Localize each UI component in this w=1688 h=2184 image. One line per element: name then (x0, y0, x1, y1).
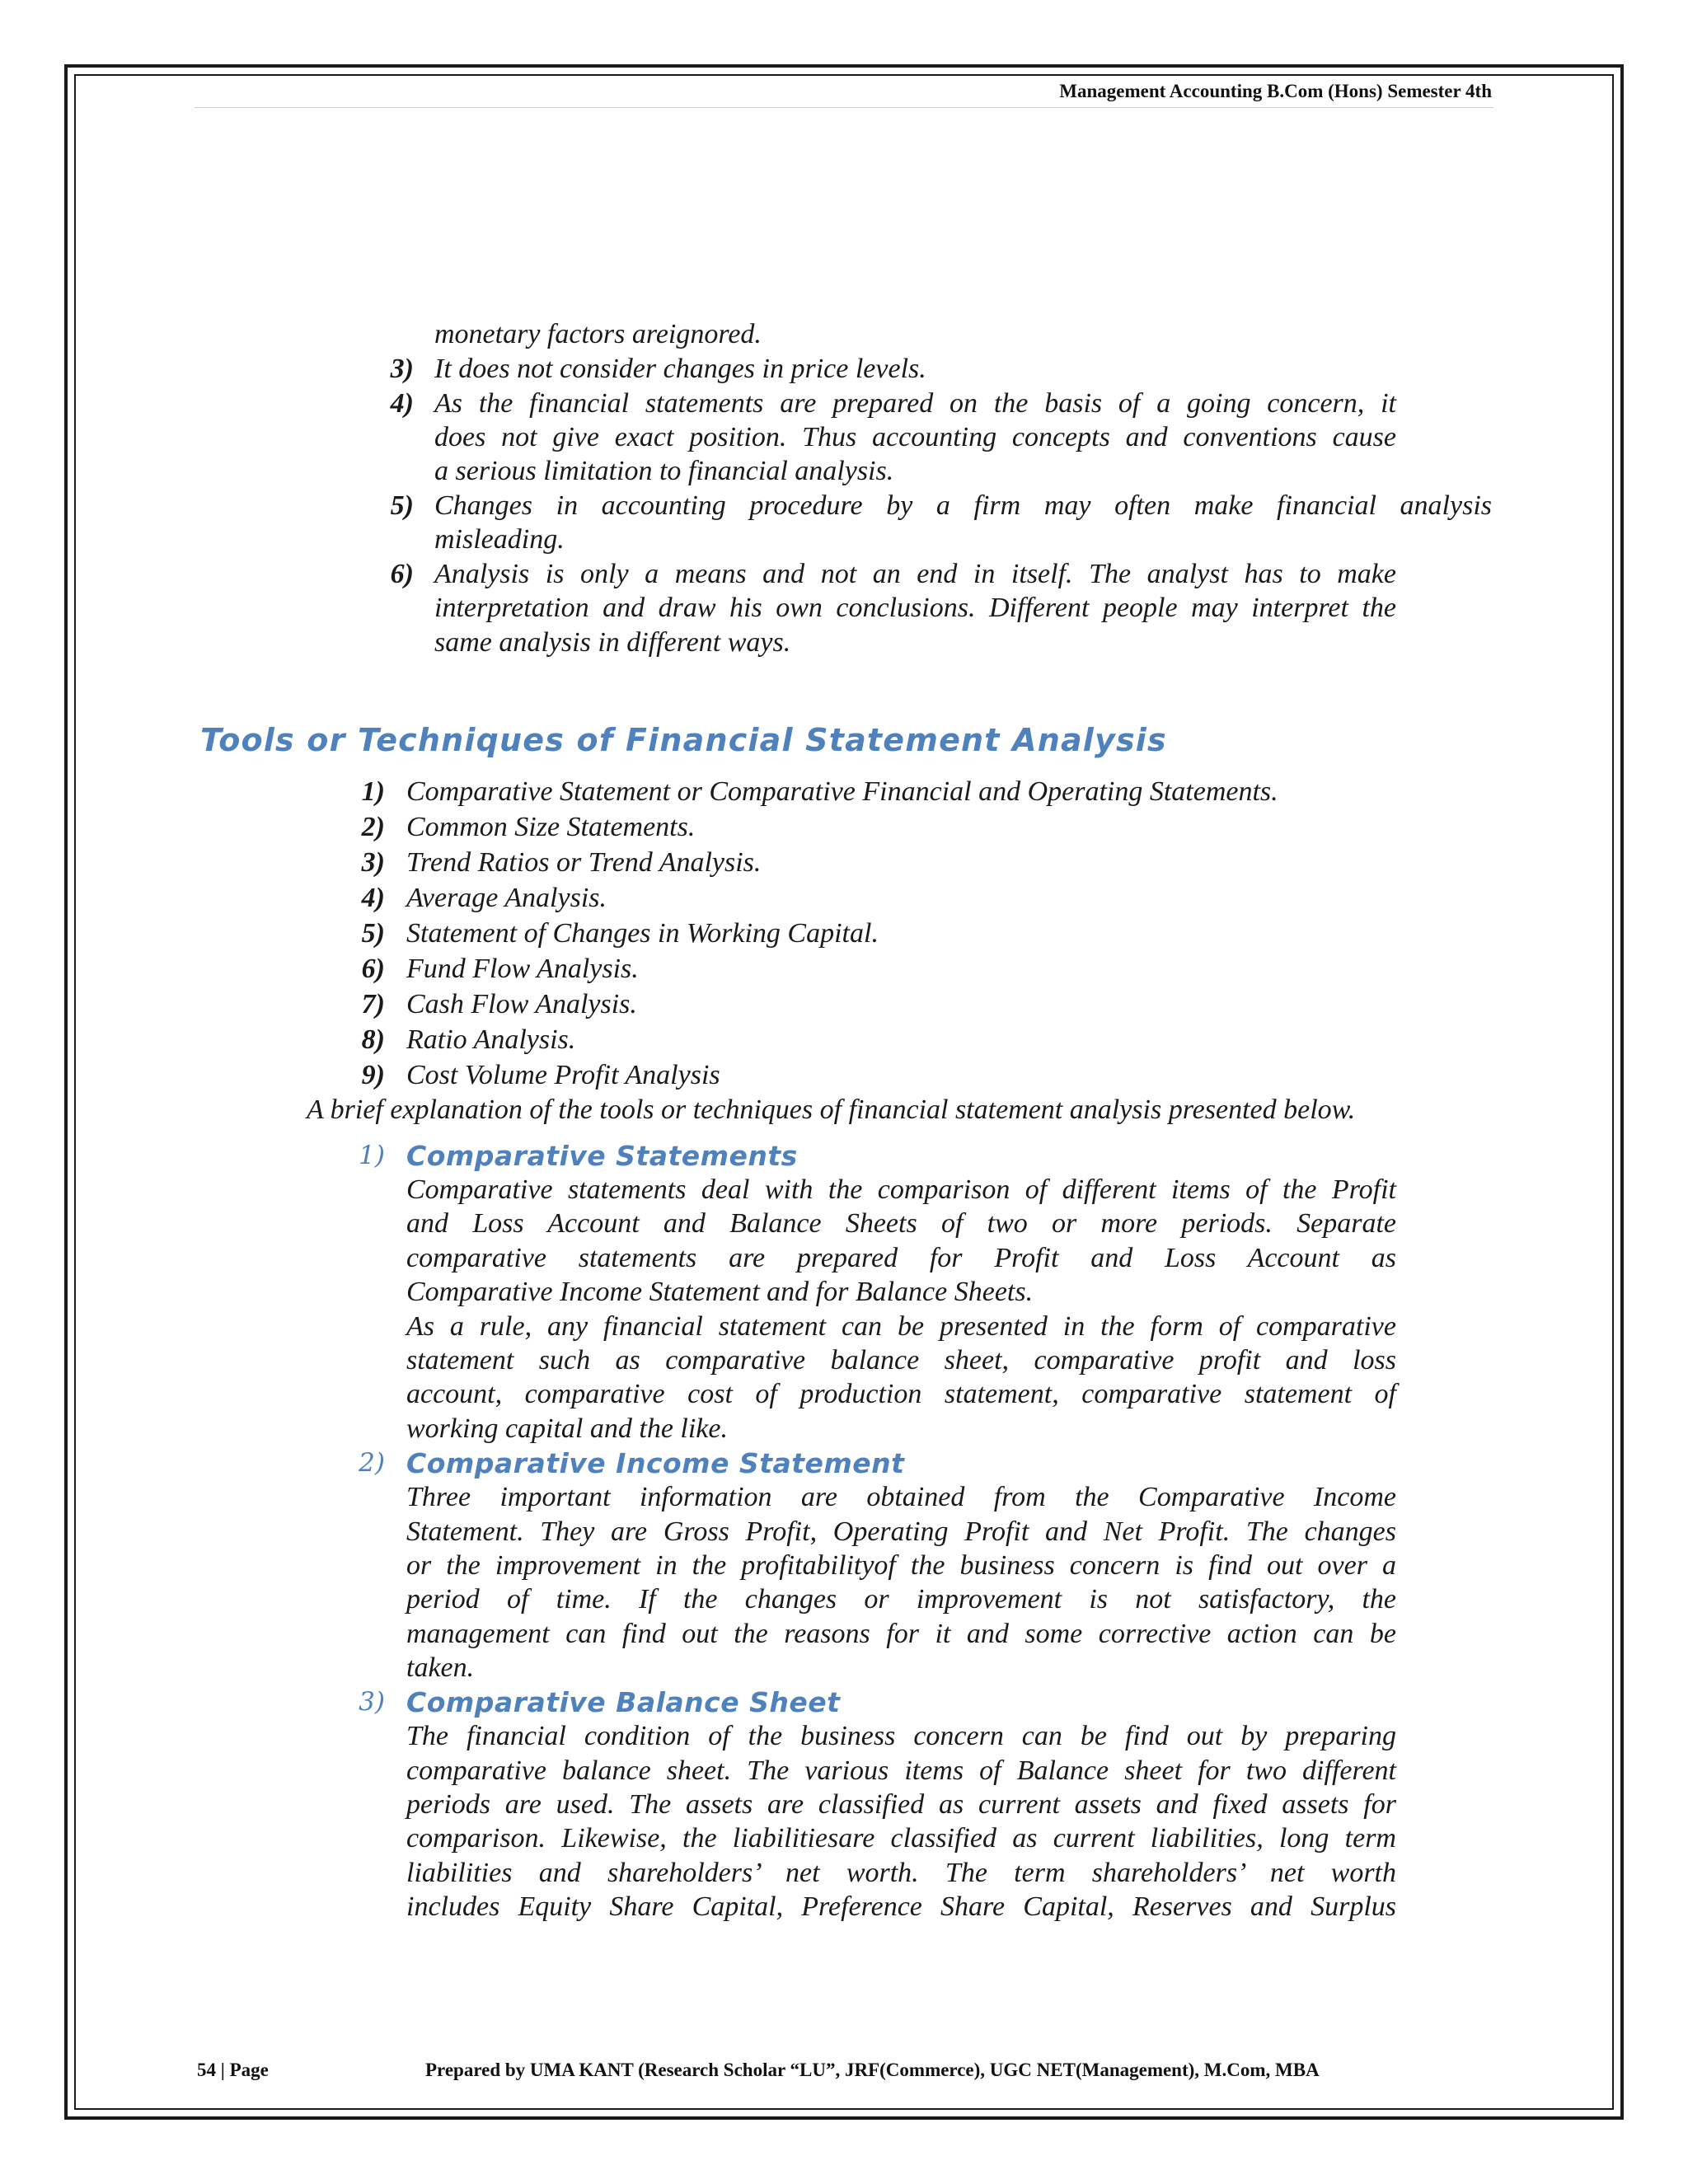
paragraph-line: working capital and the like. (406, 1413, 728, 1444)
paragraph-line: or the improvement in the profitabilityof the business concern is find out over a (406, 1550, 1396, 1581)
limitation-number: 5) (390, 490, 414, 521)
subsection-number: 2) (359, 1448, 385, 1478)
tool-number: 6) (361, 954, 385, 984)
limitation-number: 6) (390, 559, 414, 589)
paragraph-line: comparative balance sheet. The various items of Balance sheet for two different (406, 1755, 1396, 1786)
paragraph-line: and Loss Account and Balance Sheets of two or more periods. Separate (406, 1208, 1396, 1239)
paragraph-line: includes Equity Share Capital, Preference Share Capital, Reserves and Surplus (406, 1891, 1396, 1922)
tool-item: Cost Volume Profit Analysis (406, 1060, 720, 1090)
limitation-line: Analysis is only a means and not an end in itself. The analyst has to make (434, 559, 1396, 589)
paragraph-line: Three important information are obtained from the Comparative Income (406, 1482, 1396, 1512)
section-heading-tools: Tools or Techniques of Financial Statement Analysis (200, 722, 1167, 758)
tool-item: Statement of Changes in Working Capital. (406, 918, 879, 949)
tool-number: 4) (361, 883, 385, 913)
tool-number: 9) (361, 1060, 385, 1090)
tool-item: Comparative Statement or Comparative Financial and Operating Statements. (406, 776, 1278, 807)
limitation-line: Changes in accounting procedure by a firm may often make financial analysis (434, 490, 1492, 521)
tool-number: 7) (361, 989, 385, 1019)
limitation-line: does not give exact position. Thus accounting concepts and conventions cause (434, 422, 1396, 452)
tool-item: Cash Flow Analysis. (406, 989, 637, 1019)
subsection-number: 1) (359, 1141, 385, 1170)
subsection-title: Comparative Income Statement (406, 1447, 905, 1479)
limitation-line: It does not consider changes in price levels. (434, 354, 926, 384)
limitation-line: interpretation and draw his own conclusions. Different people may interpret the (434, 593, 1396, 623)
tool-number: 1) (361, 776, 385, 807)
tool-number: 2) (361, 812, 385, 842)
limitation-line: misleading. (434, 524, 565, 555)
tool-number: 3) (361, 847, 385, 878)
tool-number: 5) (361, 918, 385, 949)
paragraph-line: comparative statements are prepared for Profit and Loss Account as (406, 1243, 1396, 1273)
paragraph-line: period of time. If the changes or improvement is not satisfactory, the (406, 1584, 1396, 1615)
header-divider (195, 107, 1493, 108)
tool-item: Ratio Analysis. (406, 1024, 576, 1055)
paragraph-line: taken. (406, 1652, 475, 1683)
limitation-number: 3) (390, 354, 414, 384)
paragraph-line: statement such as comparative balance sheet, comparative profit and loss (406, 1345, 1396, 1376)
limitation-line: As the financial statements are prepared on the basis of a going concern, it (434, 388, 1396, 419)
paragraph-line: account, comparative cost of production statement, comparative statement of (406, 1379, 1396, 1409)
tool-item: Fund Flow Analysis. (406, 954, 639, 984)
paragraph-line: comparison. Likewise, the liabilitiesare classified as current liabilities, long term (406, 1823, 1396, 1854)
page-number: 54 | Page (197, 2060, 269, 2080)
subsection-number: 3) (359, 1687, 385, 1717)
paragraph-line: Statement. They are Gross Profit, Operating Profit and Net Profit. The changes (406, 1516, 1396, 1547)
tool-number: 8) (361, 1024, 385, 1055)
limitation-line: a serious limitation to financial analysis. (434, 456, 894, 486)
paragraph-line: Comparative statements deal with the comparison of different items of the Profit (406, 1174, 1396, 1205)
tool-item: Common Size Statements. (406, 812, 696, 842)
tools-intro: A brief explanation of the tools or techniques of financial statement analysis presented below. (307, 1094, 1356, 1125)
limitation-line: same analysis in different ways. (434, 627, 791, 658)
paragraph-line: The financial condition of the business concern can be find out by preparing (406, 1721, 1396, 1751)
tool-item: Average Analysis. (406, 883, 607, 913)
paragraph-line: Comparative Income Statement and for Balance Sheets. (406, 1277, 1034, 1307)
subsection-title: Comparative Balance Sheet (406, 1686, 841, 1718)
paragraph-line: periods are used. The assets are classified as current assets and fixed assets for (406, 1789, 1396, 1820)
footer-credit: Prepared by UMA KANT (Research Scholar “LU”, JRF(Commerce), UGC NET(Management), M.Com, MBA (425, 2060, 1320, 2080)
subsection-title: Comparative Statements (406, 1140, 798, 1172)
limitation-number: 4) (390, 388, 414, 419)
paragraph-line: liabilities and shareholders’ net worth. The term shareholders’ net worth (406, 1858, 1396, 1888)
running-header: Management Accounting B.Com (Hons) Semester 4th (1059, 81, 1492, 101)
tool-item: Trend Ratios or Trend Analysis. (406, 847, 762, 878)
paragraph-line: management can find out the reasons for it and some corrective action can be (406, 1619, 1396, 1649)
paragraph-line: As a rule, any financial statement can be presented in the form of comparative (406, 1311, 1396, 1342)
limitation-continuation: monetary factors areignored. (434, 319, 762, 349)
